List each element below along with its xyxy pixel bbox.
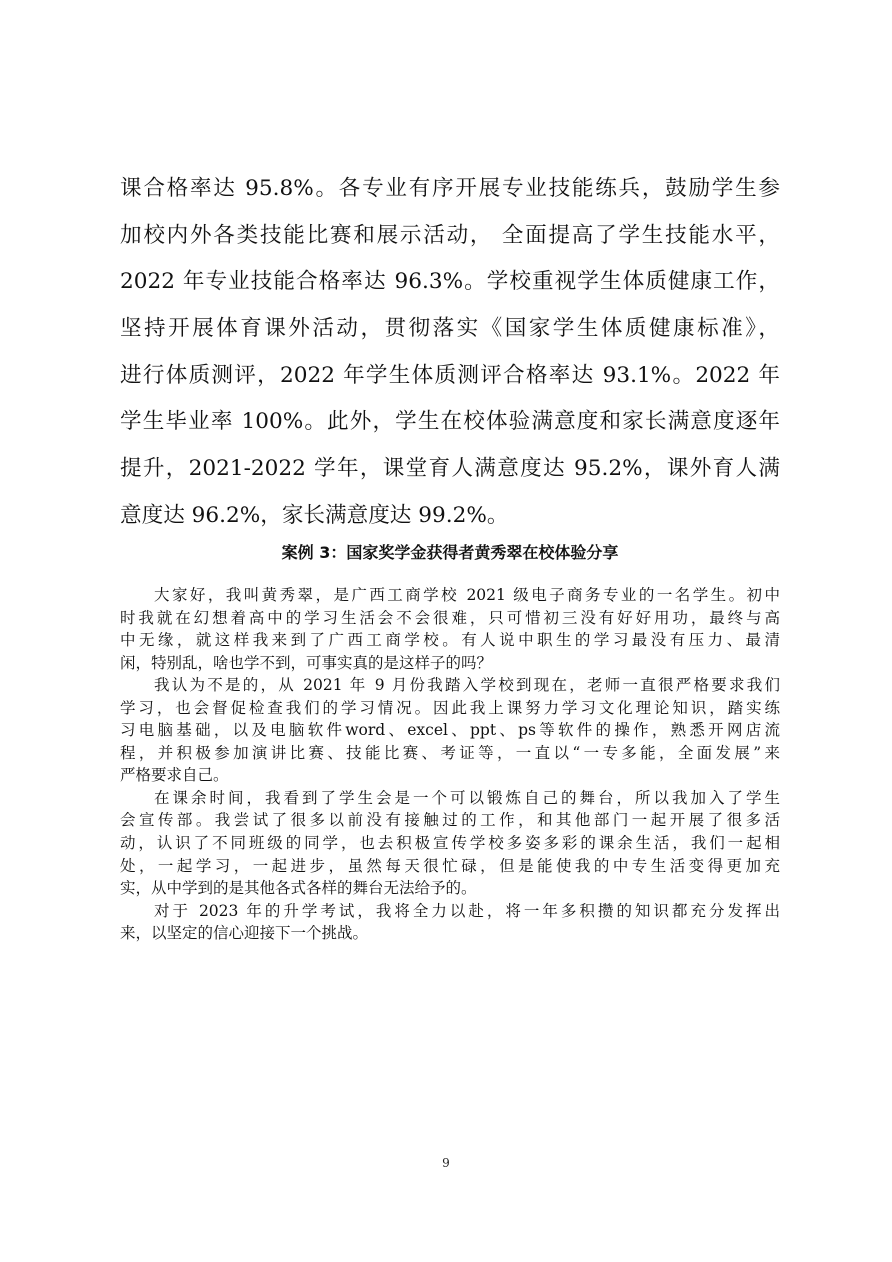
paragraph-line: 坚持开展体育课外活动，贯彻落实《国家学生体质健康标准》， [120, 316, 780, 342]
main-paragraph [120, 166, 780, 540]
case-body [120, 584, 780, 945]
case-line: 会宣传部。我尝试了很多以前没有接触过的工作，和其他部门一起开展了很多活 [120, 811, 780, 830]
page-number: 9 [442, 1156, 450, 1170]
case-line: 动，认识了不同班级的同学，也去积极宣传学校多姿多彩的课余生活，我们一起相 [120, 834, 780, 853]
paragraph-line: 2022 年专业技能合格率达 96.3%。学校重视学生体质健康工作， [120, 269, 780, 295]
case-line: 我认为不是的，从 2021 年 9 月份我踏入学校到现在，老师一直很严格要求我们 [154, 676, 780, 695]
paragraph-line: 加校内外各类技能比赛和展示活动， 全面提高了学生技能水平， [120, 222, 780, 248]
case-line: 来，以坚定的信心迎接下一个挑战。 [120, 924, 369, 943]
case-line: 学习，也会督促检查我们的学习情况。因此我上课努力学习文化理论知识，踏实练 [120, 698, 780, 717]
case-line: 程，并积极参加演讲比赛、技能比赛、考证等，一直以“一专多能，全面发展”来 [120, 743, 780, 762]
case-line: 闲，特别乱，啥也学不到，可事实真的是这样子的吗？ [120, 653, 493, 672]
case-line: 习电脑基础，以及电脑软件word、excel、ppt、ps等软件的操作，熟悉开网店流 [120, 721, 780, 740]
case-line: 严格要求自己。 [120, 766, 229, 785]
case-line: 中无缘，就这样我来到了广西工商学校。有人说中职生的学习最没有压力、最清 [120, 631, 780, 650]
paragraph-line: 课合格率达 95.8%。各专业有序开展专业技能练兵，鼓励学生参 [120, 176, 780, 201]
case-title: 案例 3：国家奖学金获得者黄秀翠在校体验分享 [281, 543, 619, 562]
case-line: 在课余时间，我看到了学生会是一个可以锻炼自己的舞台，所以我加入了学生 [154, 788, 780, 807]
paragraph-line: 提升，2021-2022 学年，课堂育人满意度达 95.2%，课外育人满 [120, 456, 780, 482]
paragraph-line: 意度达 96.2%，家长满意度达 99.2%。 [120, 502, 509, 528]
case-line: 时我就在幻想着高中的学习生活会不会很难，只可惜初三没有好好用功，最终与高 [120, 608, 780, 627]
case-line: 对于 2023 年的升学考试，我将全力以赴，将一年多积攒的知识都充分发挥出 [154, 901, 780, 920]
case-line: 大家好，我叫黄秀翠，是广西工商学校 2021 级电子商务专业的一名学生。初中 [154, 586, 780, 604]
case-line: 处，一起学习，一起进步，虽然每天很忙碌，但是能使我的中专生活变得更加充 [120, 856, 780, 875]
paragraph-line: 学生毕业率 100%。此外，学生在校体验满意度和家长满意度逐年 [120, 409, 780, 435]
paragraph-line: 进行体质测评，2022 年学生体质测评合格率达 93.1%。2022 年 [120, 362, 780, 388]
case-line: 实，从中学到的是其他各式各样的舞台无法给予的。 [120, 879, 477, 898]
